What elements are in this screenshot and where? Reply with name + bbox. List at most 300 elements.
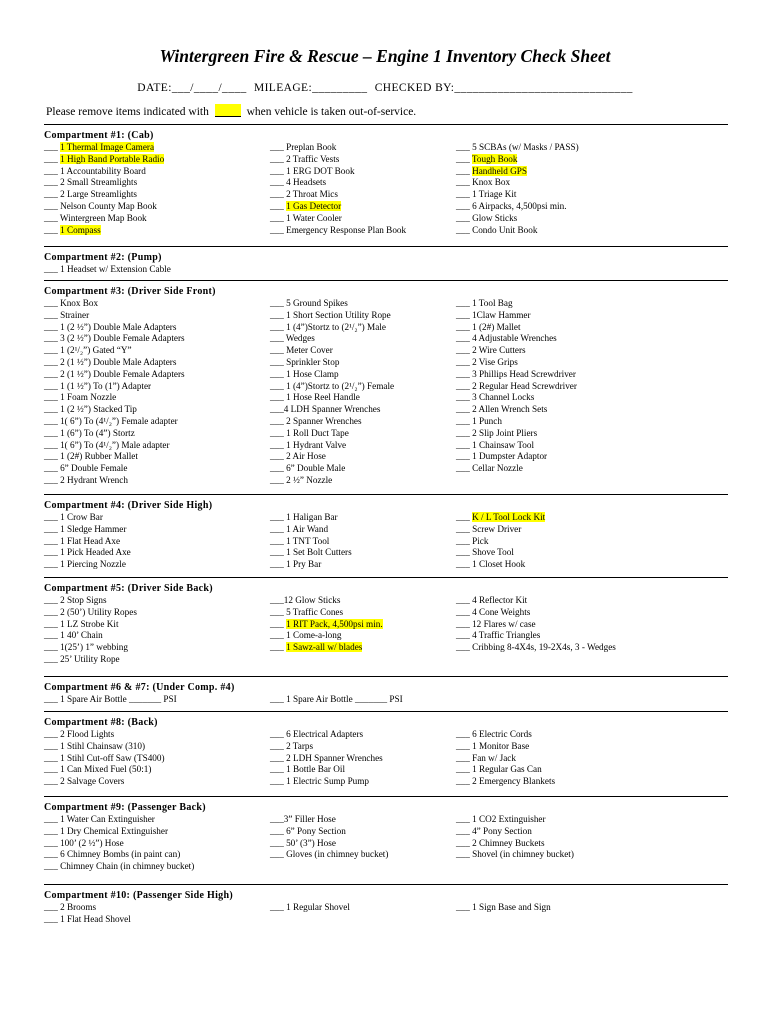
item-text: ___ 12 Flares w/ case [456, 618, 536, 629]
checklist-item[interactable] [44, 345, 185, 357]
checklist-item-highlighted[interactable] [44, 154, 164, 166]
checklist-item[interactable] [44, 416, 185, 428]
checklist-item[interactable] [44, 741, 165, 753]
item-text: ___ 6 Electrical Adapters [270, 729, 364, 739]
item-text: ___ 1 Water Cooler [270, 212, 342, 223]
checklist-item[interactable] [270, 849, 388, 861]
item-column [456, 142, 579, 236]
checklist-item-highlighted[interactable] [270, 642, 383, 654]
item-text: ___ 1 Crow Bar [44, 512, 103, 522]
item-text: ___ 2 Hydrant Wrench [44, 474, 128, 485]
remove-when-oos-highlight: K / L Tool Lock Kit [472, 512, 546, 522]
item-text: ___ 1 Foam Nozzle [44, 392, 117, 403]
item-text: ___ 50’ (3”) Hose [270, 837, 336, 848]
item-text: ___ 1 Regular Gas Can [456, 764, 542, 775]
item-text: ___ 1 40’ Chain [44, 630, 103, 641]
item-text: ___ 1 (2¹/₂”) Gated “Y” [44, 345, 132, 356]
item-text: ___ [44, 153, 61, 164]
checklist-item[interactable] [456, 642, 616, 654]
checklist-item[interactable] [44, 764, 165, 776]
checklist-item[interactable] [44, 264, 171, 276]
item-text: ___ Nelson County Map Book [44, 200, 157, 211]
header-fields [0, 82, 770, 94]
checklist-item[interactable] [456, 381, 577, 393]
item-text: ___ 6” Pony Section [270, 825, 346, 836]
compartment-section [44, 130, 734, 236]
section-divider [44, 796, 728, 797]
page-title: Wintergreen Fire & Rescue – Engine 1 Inventory Check Sheet [159, 46, 611, 66]
checklist-item[interactable] [270, 213, 406, 225]
checklist-item[interactable] [270, 404, 394, 416]
checklist-item[interactable] [270, 177, 406, 189]
item-text: ___ 2 (1 ½”) Double Male Adapters [44, 356, 177, 367]
item-text: ___ [44, 224, 61, 235]
item-text: ___ 6” Double Female [44, 463, 128, 474]
item-text: ___ 1 Air Wand [270, 523, 329, 534]
item-text: ___ Fan w/ Jack [456, 752, 516, 763]
item-text: ___ 2 Salvage Covers [44, 776, 125, 787]
checklist-item[interactable] [270, 189, 406, 201]
checklist-item[interactable] [44, 729, 165, 741]
remove-when-oos-highlight: 1 RIT Pack, 4,500psi min. [286, 618, 383, 629]
checklist-item-highlighted[interactable] [456, 166, 579, 178]
checklist-item[interactable] [456, 547, 545, 559]
checklist-item[interactable] [456, 753, 555, 765]
checklist-item[interactable] [44, 642, 137, 654]
checklist-item[interactable] [44, 392, 185, 404]
checklist-item[interactable] [456, 814, 574, 826]
checklist-item[interactable] [270, 559, 352, 571]
checklist-item[interactable] [270, 225, 406, 237]
compartment-title: Compartment #10: (Passenger Side High) [44, 890, 233, 901]
item-text: ___ 2 Small Streamlights [44, 177, 138, 188]
checklist-item[interactable] [44, 694, 177, 706]
item-column [44, 298, 185, 487]
item-column [44, 902, 131, 926]
checklist-item[interactable] [44, 428, 185, 440]
item-text: ___ 1 (6”) To (4”) Stortz [44, 427, 135, 438]
checklist-item[interactable] [456, 322, 577, 334]
item-text: ___ 2 Emergency Blankets [456, 776, 556, 787]
checklist-item[interactable] [44, 547, 131, 559]
item-column [456, 595, 616, 654]
compartment-section [44, 500, 734, 571]
item-text: ___ 1 Short Section Utility Rope [270, 309, 391, 320]
item-text: ___ [456, 153, 472, 164]
compartment-section [44, 583, 734, 666]
item-text: ___ 1 Piercing Nozzle [44, 559, 126, 570]
checklist-item[interactable] [44, 213, 164, 225]
checklist-item[interactable] [44, 838, 194, 850]
checklist-item[interactable] [456, 902, 551, 914]
item-text: ___ 1 (1 ½”) To (1”) Adapter [44, 380, 152, 391]
item-text: ___ 1 Haligan Bar [270, 512, 338, 522]
checklist-item[interactable] [456, 369, 577, 381]
item-text: ___4 LDH Spanner Wrenches [270, 404, 381, 415]
section-divider [44, 494, 728, 495]
checklist-item[interactable] [270, 536, 352, 548]
mileage-field[interactable]: MILEAGE:_________ [253, 82, 368, 94]
item-text: ___ [270, 200, 287, 211]
checklist-item[interactable] [44, 654, 137, 666]
checklist-item[interactable] [456, 189, 579, 201]
section-divider [44, 676, 728, 677]
item-text: ___ Pick [456, 535, 489, 546]
compartment-section [44, 682, 734, 706]
checklist-item[interactable] [270, 814, 388, 826]
item-text: ___ 1 Can Mixed Fuel (50:1) [44, 764, 152, 775]
checklist-item[interactable] [270, 333, 394, 345]
checklist-item[interactable] [456, 607, 616, 619]
item-text: ___ 6” Double Male [270, 463, 346, 474]
checklist-item[interactable] [270, 838, 388, 850]
item-text: ___ 1 Spare Air Bottle _______ PSI [270, 694, 403, 704]
checklist-item[interactable] [456, 741, 555, 753]
checklist-item[interactable] [270, 142, 406, 154]
checklist-item[interactable] [44, 201, 164, 213]
item-text: ___ 1 Tool Bag [456, 298, 513, 308]
checklist-item[interactable] [456, 177, 579, 189]
checklist-item[interactable] [44, 189, 164, 201]
checklist-item[interactable] [456, 764, 555, 776]
checklist-item[interactable] [270, 345, 394, 357]
compartment-title: Compartment #8: (Back) [44, 717, 158, 728]
item-text: ___ 6 Electric Cords [456, 729, 532, 739]
item-text: ___ Wedges [270, 333, 315, 344]
item-text: ___ 2 Air Hose [270, 451, 326, 462]
checklist-item[interactable] [270, 463, 394, 475]
checklist-item[interactable] [44, 298, 185, 310]
checklist-item[interactable] [44, 914, 131, 926]
item-text: ___ 1 CO2 Extinguisher [456, 814, 546, 824]
section-divider [44, 711, 728, 712]
item-text: ___ 2 Flood Lights [44, 729, 115, 739]
item-text: ___ Glow Sticks [456, 212, 518, 223]
item-text: ___ 1 Punch [456, 415, 502, 426]
item-text: ___ Condo Unit Book [456, 224, 538, 235]
item-text: ___ 4 Cone Weights [456, 606, 531, 617]
checklist-item[interactable] [44, 475, 185, 487]
item-text: ___ 5 SCBAs (w/ Masks / PASS) [456, 142, 579, 152]
item-text: ___ 2 Allen Wrench Sets [456, 404, 548, 415]
checklist-item[interactable] [456, 826, 574, 838]
checklist-item[interactable] [44, 902, 131, 914]
item-text: ___ [456, 165, 473, 176]
item-text: ___ 2 Brooms [44, 902, 97, 912]
item-text: ___ 1 (2#) Mallet [456, 321, 521, 332]
checklist-item[interactable] [270, 512, 352, 524]
item-text: ___ 1 Flat Head Axe [44, 535, 121, 546]
checklist-item[interactable] [270, 547, 352, 559]
checklist-item[interactable] [44, 776, 165, 788]
item-column [44, 729, 165, 788]
item-text: ___ 2 (1 ½”) Double Female Adapters [44, 368, 185, 379]
item-text: ___ Cribbing 8-4X4s, 19-2X4s, 3 - Wedges [456, 642, 616, 653]
item-text: ___ Emergency Response Plan Book [270, 224, 407, 235]
checklist-item[interactable] [456, 451, 577, 463]
item-text: ___ 2 LDH Spanner Wrenches [270, 752, 383, 763]
remove-when-oos-highlight: 1 Thermal Image Camera [60, 142, 155, 152]
checklist-item[interactable] [456, 416, 577, 428]
checklist-item[interactable] [44, 166, 164, 178]
compartment-title: Compartment #3: (Driver Side Front) [44, 286, 216, 297]
checklist-item[interactable] [456, 225, 579, 237]
checklist-item[interactable] [270, 753, 383, 765]
checklist-item[interactable] [456, 392, 577, 404]
checklist-item[interactable] [44, 463, 185, 475]
item-text: ___ 3 Channel Locks [456, 392, 535, 403]
highlight-swatch [215, 104, 241, 117]
checklist-item[interactable] [44, 440, 185, 452]
checklist-item[interactable] [456, 404, 577, 416]
item-text: ___ 1 Flat Head Shovel [44, 913, 131, 924]
item-text: ___ 1 Hydrant Valve [270, 439, 347, 450]
checklist-item[interactable] [456, 213, 579, 225]
checklist-item[interactable] [44, 369, 185, 381]
section-divider [44, 124, 728, 125]
item-text: ___ 1 Hose Clamp [270, 368, 339, 379]
checklist-item[interactable] [270, 440, 394, 452]
checklist-item[interactable] [270, 428, 394, 440]
item-column [270, 595, 383, 654]
checklist-item-highlighted[interactable] [44, 142, 164, 154]
compartment-title: Compartment #6 & #7: (Under Comp. #4) [44, 682, 235, 693]
compartment-section [44, 717, 734, 788]
item-text: ___ 1 Bottle Bar Oil [270, 764, 346, 775]
checklist-item[interactable] [270, 154, 406, 166]
remove-when-oos-highlight: 1 Compass [60, 224, 101, 235]
compartment-section [44, 890, 734, 926]
checklist-item-highlighted[interactable] [456, 512, 545, 524]
item-text: ___ 1( 6”) To (4¹/₂”) Female adapter [44, 415, 178, 426]
checklist-item[interactable] [270, 902, 350, 914]
checklist-item[interactable] [44, 333, 185, 345]
item-text: ___ 1 Regular Shovel [270, 902, 350, 912]
checklist-item[interactable] [270, 357, 394, 369]
checklist-item[interactable] [44, 814, 194, 826]
checklist-item[interactable] [456, 428, 577, 440]
out-of-service-notice [46, 104, 416, 118]
item-text: ___ 1 (4”)Stortz to (2¹/₂”) Female [270, 380, 395, 391]
item-text: ___ 1 Sledge Hammer [44, 523, 127, 534]
checklist-item[interactable] [456, 142, 579, 154]
checklist-item[interactable] [456, 729, 555, 741]
item-column [270, 729, 383, 788]
item-text: ___ Chimney Chain (in chimney bucket) [44, 861, 195, 872]
checklist-item[interactable] [44, 607, 137, 619]
item-text: ___ 1 (4”)Stortz to (2¹/₂”) Male [270, 321, 386, 332]
section-divider [44, 577, 728, 578]
checklist-item[interactable] [456, 849, 574, 861]
item-text: ___ 1 Pry Bar [270, 559, 322, 570]
checklist-item-highlighted[interactable] [456, 154, 579, 166]
checklist-item[interactable] [44, 322, 185, 334]
checklist-item[interactable] [456, 559, 545, 571]
checklist-item[interactable] [44, 310, 185, 322]
compartment-section [44, 286, 734, 487]
checklist-item[interactable] [270, 475, 394, 487]
compartment-title: Compartment #2: (Pump) [44, 252, 162, 263]
item-text: ___ 2 Tarps [270, 740, 314, 751]
item-text: ___ Strainer [44, 309, 90, 320]
item-text: ___ 1 Chainsaw Tool [456, 439, 535, 450]
item-text: ___ 1 Sign Base and Sign [456, 902, 551, 912]
item-text: ___ 1 LZ Strobe Kit [44, 618, 119, 629]
item-text: ___ 1 Dumpster Adaptor [456, 451, 548, 462]
compartment-title: Compartment #9: (Passenger Back) [44, 802, 206, 813]
item-text: ___ 3 Phillips Head Screwdriver [456, 368, 576, 379]
item-text: ___ 2 Large Streamlights [44, 189, 137, 200]
checklist-item[interactable] [456, 776, 555, 788]
item-text: ___ 1 Set Bolt Cutters [270, 547, 352, 558]
checklist-item-highlighted[interactable] [270, 201, 406, 213]
item-text: ___ Sprinkler Stop [270, 356, 340, 367]
checklist-item[interactable] [270, 166, 406, 178]
item-text: ___ [270, 642, 287, 653]
item-text: ___ 2 Traffic Vests [270, 153, 340, 164]
checklist-item[interactable] [44, 619, 137, 631]
item-text: ___ Shovel (in chimney bucket) [456, 849, 574, 860]
item-text: ___ 2 Spanner Wrenches [270, 415, 362, 426]
checklist-item[interactable] [270, 630, 383, 642]
item-column [44, 694, 177, 706]
checklist-item[interactable] [456, 619, 616, 631]
remove-when-oos-highlight: 1 High Band Portable Radio [60, 153, 165, 164]
item-text: ___ [456, 512, 473, 522]
checklist-item[interactable] [270, 694, 403, 706]
item-column [270, 814, 388, 861]
checklist-item[interactable] [270, 298, 394, 310]
item-text: ___ 1 TNT Tool [270, 535, 330, 546]
item-text: ___ 4 Traffic Triangles [456, 630, 541, 641]
checklist-item[interactable] [270, 764, 383, 776]
remove-when-oos-highlight: 1 Gas Detector [286, 200, 342, 211]
checklist-item[interactable] [456, 345, 577, 357]
item-column [44, 814, 194, 873]
checklist-item[interactable] [44, 524, 131, 536]
checklist-item[interactable] [270, 741, 383, 753]
checklist-item-highlighted[interactable] [270, 619, 383, 631]
compartment-title: Compartment #1: (Cab) [44, 130, 154, 141]
checklist-item[interactable] [44, 451, 185, 463]
item-text: ___ 1 Water Can Extinguisher [44, 814, 155, 824]
checklist-item[interactable] [456, 536, 545, 548]
checklist-item[interactable] [44, 404, 185, 416]
checklist-item[interactable] [44, 536, 131, 548]
checklist-item[interactable] [44, 512, 131, 524]
item-text: ___ 1 Accountability Board [44, 165, 146, 176]
date-field[interactable]: DATE:___/____/____ [137, 82, 247, 94]
item-text: ___ 5 Traffic Cones [270, 606, 344, 617]
checklist-item[interactable] [270, 392, 394, 404]
item-text: ___ 1 Triage Kit [456, 189, 517, 200]
compartment-section [44, 802, 734, 873]
checklist-item[interactable] [270, 826, 388, 838]
remove-when-oos-highlight: Tough Book [471, 153, 518, 164]
item-text: ___ [270, 618, 287, 629]
item-text: ___ 3 (2 ½”) Double Female Adapters [44, 333, 185, 344]
item-text: ___ 25’ Utility Rope [44, 653, 120, 664]
checklist-item[interactable] [44, 381, 185, 393]
checklist-item[interactable] [270, 369, 394, 381]
compartment-title: Compartment #4: (Driver Side High) [44, 500, 213, 511]
checklist-item[interactable] [270, 607, 383, 619]
item-column [270, 512, 352, 571]
checklist-item[interactable] [44, 177, 164, 189]
checklist-item[interactable] [456, 463, 577, 475]
item-text: ___12 Glow Sticks [270, 595, 341, 605]
checklist-item[interactable] [44, 595, 137, 607]
item-column [270, 298, 394, 487]
checklist-item[interactable] [44, 753, 165, 765]
checklist-item[interactable] [270, 416, 394, 428]
checklist-item[interactable] [270, 729, 383, 741]
item-text: ___ 2 (50’) Utility Ropes [44, 606, 137, 617]
item-text: ___ 1 Hose Reel Handle [270, 392, 360, 403]
checklist-item[interactable] [270, 524, 352, 536]
checklist-item[interactable] [456, 310, 577, 322]
checklist-item[interactable] [456, 440, 577, 452]
checklist-item[interactable] [270, 322, 394, 334]
item-text: ___ 1 Spare Air Bottle _______ PSI [44, 694, 177, 704]
checklist-item[interactable] [44, 630, 137, 642]
checked-by-field[interactable]: CHECKED BY:_____________________________ [374, 82, 633, 94]
remove-when-oos-highlight: 1 Sawz-all w/ blades [286, 642, 363, 653]
checklist-item[interactable] [456, 524, 545, 536]
checklist-item[interactable] [44, 861, 194, 873]
item-column [270, 694, 403, 706]
item-text: ___ 1 Headset w/ Extension Cable [44, 264, 171, 274]
item-column [270, 142, 406, 236]
item-text: ___ 100’ (2 ½”) Hose [44, 837, 124, 848]
item-column [44, 512, 131, 571]
checklist-item[interactable] [270, 381, 394, 393]
item-text: ___ 1 Electric Sump Pump [270, 776, 370, 787]
item-text: ___ 2 Throat Mics [270, 189, 338, 200]
checklist-item[interactable] [456, 298, 577, 310]
item-text: ___ 2 Slip Joint Pliers [456, 427, 538, 438]
checklist-item[interactable] [456, 201, 579, 213]
notice-text-after: when vehicle is taken out-of-service. [246, 106, 417, 118]
item-text: ___ 1 (2#) Rubber Mallet [44, 451, 138, 462]
item-text: ___ 1( 6”) To (4¹/₂”) Male adapter [44, 439, 170, 450]
checklist-item[interactable] [456, 357, 577, 369]
checklist-item[interactable] [44, 826, 194, 838]
item-text: ___ [44, 142, 61, 152]
checklist-item-highlighted[interactable] [44, 225, 164, 237]
checklist-item[interactable] [456, 595, 616, 607]
checklist-item[interactable] [270, 310, 394, 322]
item-text: ___ 1(25’) 1” webbing [44, 642, 128, 653]
item-text: ___ 1 Stihl Chainsaw (310) [44, 740, 146, 751]
checklist-item[interactable] [456, 333, 577, 345]
item-text: ___ Cellar Nozzle [456, 463, 523, 474]
checklist-item[interactable] [44, 357, 185, 369]
item-text: ___ 1 Pick Headed Axe [44, 547, 131, 558]
item-column [456, 512, 545, 571]
checklist-item[interactable] [456, 630, 616, 642]
checklist-item[interactable] [456, 838, 574, 850]
item-text: ___ Screw Driver [456, 523, 522, 534]
checklist-item[interactable] [270, 595, 383, 607]
section-divider [44, 884, 728, 885]
section-divider [44, 280, 728, 281]
item-text: ___ 1 Closet Hook [456, 559, 526, 570]
checklist-item[interactable] [44, 849, 194, 861]
checklist-item[interactable] [44, 559, 131, 571]
checklist-item[interactable] [270, 776, 383, 788]
checklist-item[interactable] [270, 451, 394, 463]
